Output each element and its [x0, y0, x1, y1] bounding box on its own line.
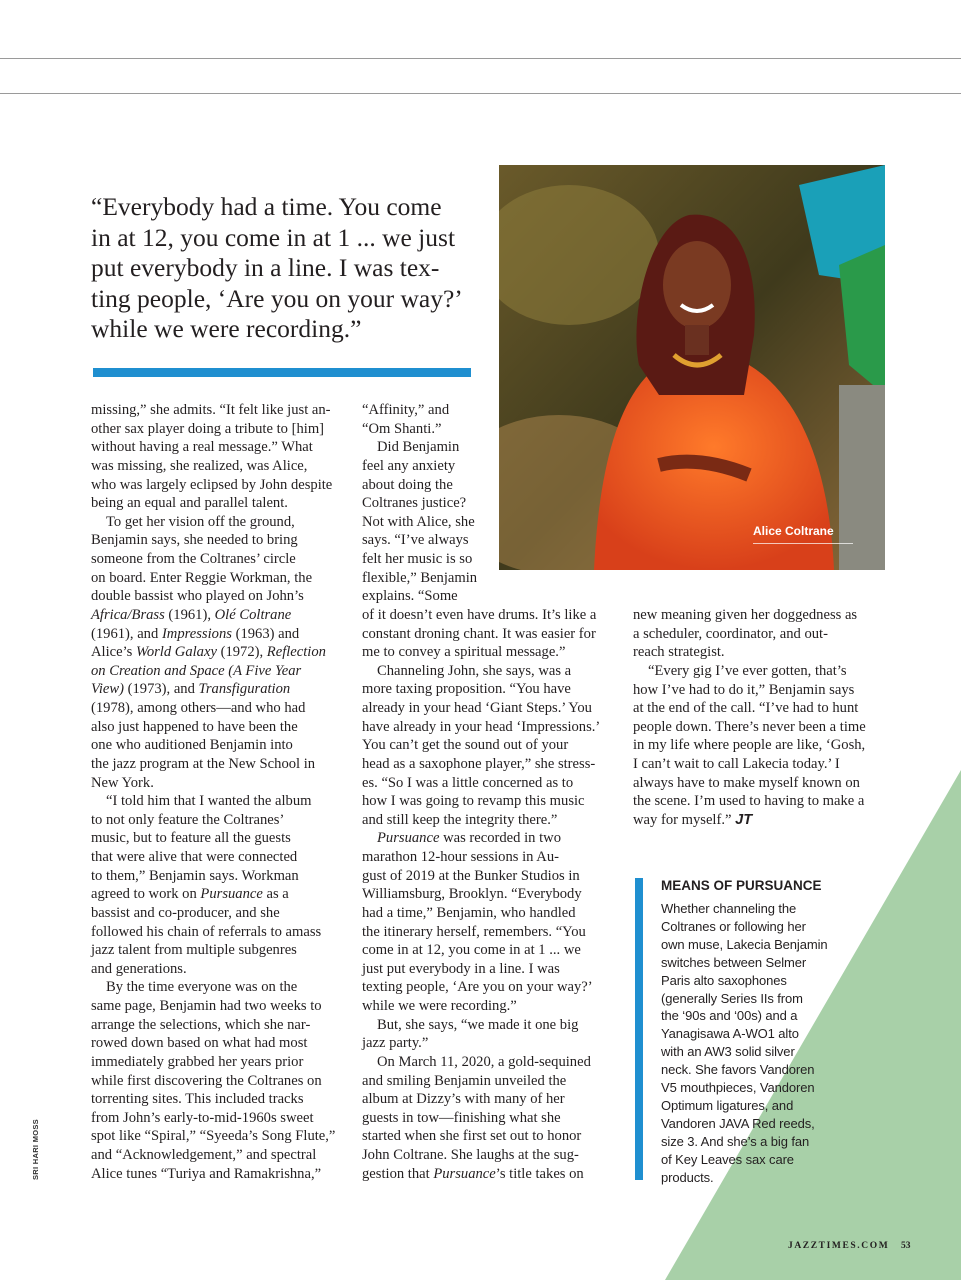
- article-line: jazz party.”: [362, 1035, 429, 1052]
- article-line: same page, Benjamin had two weeks to: [91, 998, 322, 1014]
- article-line: people down. There’s never been a time: [633, 718, 866, 735]
- article-line: a scheduler, coordinator, and out-: [633, 625, 828, 642]
- article-line: of it doesn’t even have drums. It’s like a: [362, 606, 597, 623]
- article-line: just put everybody in a line. I was: [362, 960, 560, 977]
- article-line: (1961), and Impressions (1963) and: [91, 625, 300, 642]
- article-line: On March 11, 2020, a gold-sequined: [377, 1053, 591, 1070]
- pull-quote-line: in at 12, you come in at 1 ... we just: [91, 222, 456, 252]
- sidebar-line: size 3. And she’s a big fan: [661, 1133, 810, 1149]
- article-line: to them,” Benjamin says. Workman: [91, 867, 299, 884]
- article-line: on board. Enter Reggie Workman, the: [91, 569, 313, 586]
- article-line: and “Acknowledgement,” and spectral: [91, 1147, 317, 1163]
- sidebar-line: Coltranes or following her: [661, 918, 806, 934]
- pull-quote: [91, 192, 491, 345]
- article-line: head as a saxophone player,” she stress-: [362, 755, 596, 772]
- article-line: at the end of the call. “I’ve had to hunt: [633, 700, 859, 717]
- article-line: me to convey a spiritual message.”: [362, 644, 566, 661]
- article-line: while we were recording.”: [362, 998, 517, 1014]
- article-column-1: [91, 401, 335, 1183]
- article-line: Not with Alice, she: [362, 513, 475, 530]
- article-line: torrenting sites. This included tracks: [91, 1091, 304, 1108]
- sidebar-line: (generally Series IIs from: [661, 990, 803, 1006]
- article-line: es. “So I was a little concerned as to: [362, 774, 574, 791]
- article-line: on Creation and Space (A Five Year: [91, 662, 302, 679]
- article-line: marathon 12-hour sessions in Au-: [362, 849, 559, 865]
- caption-rule: [753, 543, 853, 544]
- article-line: New York.: [91, 774, 154, 791]
- article-line: You can’t get the sound out of your: [362, 737, 569, 754]
- article-line: was missing, she realized, was Alice,: [91, 457, 308, 474]
- article-line: how I was going to revamp this music: [362, 793, 585, 810]
- article-line: “Every gig I’ve ever gotten, that’s: [648, 662, 847, 679]
- article-line: Did Benjamin: [377, 439, 460, 456]
- article-line: from John’s early-to-mid-1960s sweet: [91, 1109, 314, 1126]
- article-line: and generations.: [91, 960, 187, 977]
- article-line: Alice’s World Galaxy (1972), Reflection: [91, 644, 326, 661]
- article-line: spot like “Spiral,” “Syeeda’s Song Flute,”: [91, 1128, 336, 1145]
- article-line: texting people, ‘Are you on your way?’: [362, 979, 593, 996]
- article-line: Alice tunes “Turiya and Ramakrishna,”: [91, 1165, 322, 1182]
- article-line: I can’t wait to call Lakecia today.’ I: [633, 756, 840, 772]
- article-line: Channeling John, she says, was a: [377, 662, 572, 679]
- article-line: arrange the selections, which she nar-: [91, 1016, 311, 1033]
- jt-end-mark: JT: [735, 811, 753, 828]
- header-rule: [0, 93, 961, 94]
- article-line: guests in tow—finishing what she: [362, 1109, 561, 1126]
- article-line: being an equal and parallel talent.: [91, 495, 288, 512]
- article-line: the scene. I’m used to having to make a: [633, 793, 865, 810]
- pull-quote-line: “Everybody had a time. You come: [91, 192, 442, 221]
- article-line: immediately grabbed her years prior: [91, 1053, 304, 1070]
- pull-quote-bar: [93, 368, 471, 377]
- footer-site: JAZZTIMES.COM: [788, 1241, 890, 1251]
- sidebar-line: Whether channeling the: [661, 901, 797, 916]
- article-line: started when she first set out to honor: [362, 1128, 582, 1145]
- article-line: and smiling Benjamin unveiled the: [362, 1072, 567, 1089]
- article-line: To get her vision off the ground,: [106, 513, 295, 530]
- sidebar-line: Optimum ligatures, and: [661, 1097, 794, 1113]
- article-line: Pursuance was recorded in two: [377, 830, 561, 847]
- article-line: feel any anxiety: [362, 457, 456, 474]
- sidebar-body: [661, 900, 828, 1187]
- sidebar-line: V5 mouthpieces, Vandoren: [661, 1080, 815, 1096]
- sidebar-line: the ‘90s and ‘00s) and a: [661, 1008, 798, 1024]
- article-line: to not only feature the Coltranes’: [91, 811, 285, 828]
- article-line: more taxing proposition. “You have: [362, 681, 571, 698]
- article-line: “Affinity,” and: [362, 402, 450, 418]
- article-column-2: [362, 401, 600, 1183]
- article-line: new meaning given her doggedness as: [633, 607, 858, 623]
- sidebar-line: switches between Selmer: [661, 954, 807, 970]
- pull-quote-line: while we were recording.”: [91, 314, 362, 344]
- article-line: flexible,” Benjamin: [362, 569, 478, 586]
- article-column-3: [633, 606, 866, 830]
- article-line: But, she says, “we made it one big: [377, 1016, 579, 1033]
- article-line: (1978), among others—and who had: [91, 700, 306, 716]
- sidebar-line: neck. She favors Vandoren: [661, 1062, 815, 1078]
- photo-caption: Alice Coltrane: [753, 524, 834, 538]
- article-line: way for myself.” JT: [633, 811, 753, 828]
- sidebar-line: Vandoren JAVA Red reeds,: [661, 1115, 815, 1131]
- article-line: felt her music is so: [362, 551, 473, 567]
- article-line: Coltranes justice?: [362, 495, 467, 512]
- article-line: about doing the: [362, 476, 453, 493]
- article-line: other sax player doing a tribute to [him]: [91, 420, 325, 437]
- article-line: reach strategist.: [633, 644, 725, 661]
- article-line: double bassist who played on John’s: [91, 588, 304, 605]
- top-rule: [0, 58, 961, 59]
- article-line: jazz talent from multiple subgenres: [91, 942, 297, 959]
- photo-credit: SRI HARI MOSS: [31, 1119, 40, 1180]
- article-line: without having a real message.” What: [91, 439, 313, 456]
- article-line: “Om Shanti.”: [362, 420, 442, 437]
- article-line: how I’ve had to do it,” Benjamin says: [633, 681, 855, 698]
- article-line: By the time everyone was on the: [106, 979, 298, 996]
- article-line: have already in your head ‘Impressions.’: [362, 718, 601, 735]
- page-number: 53: [901, 1241, 911, 1251]
- sidebar-line: Yanagisawa A-WO1 alto: [661, 1026, 799, 1042]
- article-line: Benjamin says, she needed to bring: [91, 532, 298, 549]
- article-line: John Coltrane. She laughs at the sug-: [362, 1147, 579, 1163]
- article-line: gust of 2019 at the Bunker Studios in: [362, 867, 580, 884]
- article-line: says. “I’ve always: [362, 532, 469, 549]
- article-line: that were alive that were connected: [91, 849, 298, 865]
- article-line: already in your head ‘Giant Steps.’ You: [362, 700, 592, 716]
- article-line: music, but to feature all the guests: [91, 830, 291, 847]
- article-line: in my life where people are like, ‘Gosh,: [633, 737, 866, 754]
- article-line: Africa/Brass (1961), Olé Coltrane: [91, 606, 292, 623]
- article-line: and still keep the integrity there.”: [362, 811, 558, 828]
- article-line: come in at 12, you come in at 1 ... we: [362, 942, 581, 959]
- article-line: constant droning chant. It was easier for: [362, 625, 596, 642]
- article-line: followed his chain of referrals to amass: [91, 923, 322, 940]
- sidebar-accent-bar: [635, 878, 643, 1180]
- sidebar-line: products.: [661, 1169, 714, 1185]
- article-line: always have to make myself known on: [633, 774, 860, 791]
- article-line: one who auditioned Benjamin into: [91, 737, 293, 754]
- sidebar-title: MEANS OF PURSUANCE: [661, 878, 822, 893]
- article-line: View) (1973), and Transfiguration: [91, 681, 291, 698]
- pull-quote-line: put everybody in a line. I was tex-: [91, 253, 440, 283]
- article-line: who was largely eclipsed by John despite: [91, 476, 333, 493]
- article-line: bassist and co-producer, and she: [91, 904, 280, 921]
- article-line: missing,” she admits. “It felt like just an-: [91, 402, 331, 418]
- article-line: gestion that Pursuance’s title takes on: [362, 1165, 584, 1182]
- sidebar-line: with an AW3 solid silver: [661, 1044, 795, 1060]
- sidebar-line: of Key Leaves sax care: [661, 1151, 794, 1167]
- pull-quote-line: ting people, ‘Are you on your way?’: [91, 283, 463, 313]
- article-line: someone from the Coltranes’ circle: [91, 551, 296, 567]
- article-line: explains. “Some: [362, 588, 458, 605]
- article-line: “I told him that I wanted the album: [106, 793, 312, 810]
- sidebar-line: own muse, Lakecia Benjamin: [661, 936, 828, 952]
- article-line: agreed to work on Pursuance as a: [91, 886, 289, 903]
- article-line: the itinerary herself, remembers. “You: [362, 923, 586, 940]
- article-line: the jazz program at the New School in: [91, 755, 316, 772]
- sidebar-line: Paris alto saxophones: [661, 972, 787, 988]
- article-line: rowed down based on what had most: [91, 1035, 308, 1052]
- article-line: had a time,” Benjamin, who handled: [362, 904, 576, 921]
- article-line: Williamsburg, Brooklyn. “Everybody: [362, 886, 582, 903]
- article-line: album at Dizzy’s with many of her: [362, 1091, 565, 1108]
- article-line: while first discovering the Coltranes on: [91, 1072, 322, 1089]
- article-line: also just happened to have been the: [91, 718, 298, 735]
